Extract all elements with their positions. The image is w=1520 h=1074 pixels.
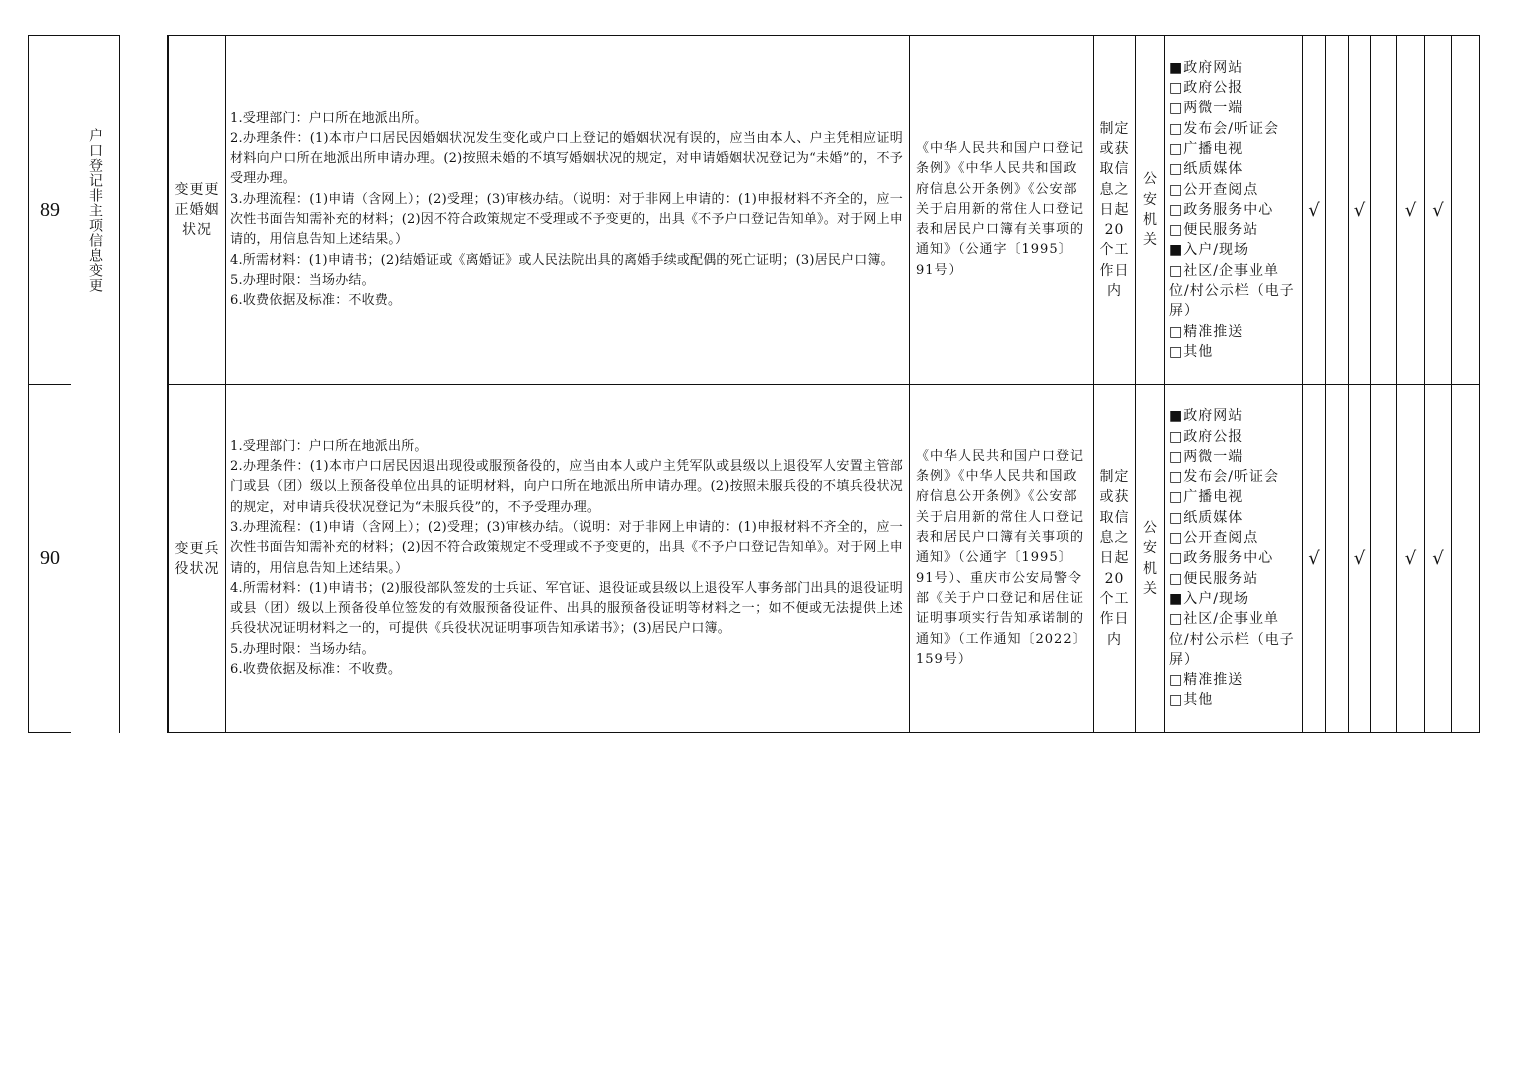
channel-item: □社区/企事业单位/村公示栏（电子屏） (1169, 611, 1295, 668)
content-line: 6.收费依据及标准：不收费。 (230, 661, 402, 677)
content-line: 6.收费依据及标准：不收费。 (230, 293, 402, 309)
mark-cell (1370, 384, 1396, 733)
content-line: 4.所需材料：(1)申请书；(2)结婚证或《离婚证》或人民法院出具的离婚手续或配偶的死亡证明；(3)居民户口簿。 (230, 252, 894, 268)
basis-cell: 《中华人民共和国户口登记条例》《中华人民共和国政府信息公开条例》《公安部关于启用新的常住人口登记表和居民户口簿有关事项的通知》（公通字〔1995〕91号） (909, 35, 1093, 384)
channel-item: □发布会/听证会 (1169, 120, 1279, 137)
mark-cell (1451, 35, 1480, 384)
table-row-90 (28, 384, 1480, 733)
channel-item: □政务服务中心 (1169, 201, 1274, 218)
channel-item: □政务服务中心 (1169, 550, 1274, 567)
mark-cell: √ (1424, 35, 1451, 384)
channels-cell (1164, 384, 1302, 733)
mark-cell: √ (1348, 384, 1370, 733)
content-line: 5.办理时限：当场办结。 (230, 641, 375, 657)
channel-item: □发布会/听证会 (1169, 469, 1279, 486)
time-limit-cell: 制定或获取信息之日起20个工作日内 (1093, 384, 1135, 733)
mark-cell: √ (1424, 384, 1451, 733)
channels-cell (1164, 35, 1302, 384)
channel-item: ■政府网站 (1169, 408, 1244, 425)
time-limit-cell: 制定或获取信息之日起20个工作日内 (1093, 35, 1135, 384)
channel-item: □纸质媒体 (1169, 509, 1244, 526)
channel-item: □便民服务站 (1169, 222, 1259, 239)
mark-cell: √ (1302, 384, 1325, 733)
row-number: 90 (28, 384, 71, 733)
channel-item: □精准推送 (1169, 323, 1244, 340)
channel-item: □广播电视 (1169, 489, 1244, 506)
subject-cell: 公安机关 (1135, 35, 1164, 384)
table-row-89 (28, 35, 1480, 384)
channel-item: □其他 (1169, 343, 1214, 360)
category-column-divider (167, 35, 168, 733)
item-name-cell: 变更兵役状况 (168, 384, 225, 733)
item-name-cell: 变更更正婚姻状况 (168, 35, 225, 384)
channel-item: □其他 (1169, 692, 1214, 709)
content-line: 1.受理部门：户口所在地派出所。 (230, 438, 428, 454)
content-line: 5.办理时限：当场办结。 (230, 272, 375, 288)
mark-cell: √ (1396, 384, 1424, 733)
channel-item: □社区/企事业单位/村公示栏（电子屏） (1169, 262, 1295, 320)
channel-item: □公开查阅点 (1169, 530, 1259, 547)
mark-cell (1325, 35, 1348, 384)
mark-cell (1370, 35, 1396, 384)
content-line: 4.所需材料：(1)申请书；(2)服役部队签发的士兵证、军官证、退役证或县级以上退役军人事务部门出具的退役证明或县（团）级以上预备役单位签发的有效服预备役证件、出具的服预备役证明等材料之一；如不便或无法提供上述兵役状况证明材料之一的，可提供《兵役状况证明事项告知承诺书》；(3)居民户口簿。 (230, 580, 903, 637)
category-column-divider (119, 35, 120, 733)
content-cell (225, 384, 909, 733)
channel-item: □政府公报 (1169, 428, 1244, 445)
channel-item: ■入户/现场 (1169, 590, 1249, 607)
mark-cell: √ (1302, 35, 1325, 384)
channel-item: ■政府网站 (1169, 59, 1244, 76)
mark-cell: √ (1348, 35, 1370, 384)
row-number: 89 (28, 35, 71, 384)
channel-item: □两微一端 (1169, 100, 1244, 117)
channel-item: □便民服务站 (1169, 570, 1259, 587)
channel-item: □广播电视 (1169, 140, 1244, 157)
channel-item: □纸质媒体 (1169, 161, 1244, 178)
content-cell (225, 35, 909, 384)
basis-cell: 《中华人民共和国户口登记条例》《中华人民共和国政府信息公开条例》《公安部关于启用新的常住人口登记表和居民户口簿有关事项的通知》（公通字〔1995〕91号）、重庆市公安局警令部《关于户口登记和居住证证明事项实行告知承诺制的通知》（工作通知〔2022〕159号） (909, 384, 1093, 733)
channel-item: □两微一端 (1169, 448, 1244, 465)
category-cell (71, 384, 119, 733)
content-line: 1.受理部门：户口所在地派出所。 (230, 110, 428, 126)
mark-cell (1451, 384, 1480, 733)
content-line: 2.办理条件：(1)本市户口居民因婚姻状况发生变化或户口上登记的婚姻状况有误的，应当由本人、户主凭相应证明材料向户口所在地派出所申请办理。(2)按照未婚的不填写婚姻状况的规定，对申请婚姻状况登记为“未婚”的，不予受理办理。 (230, 130, 903, 187)
channel-item: ■入户/现场 (1169, 242, 1249, 259)
mark-cell: √ (1396, 35, 1424, 384)
subject-cell: 公安机关 (1135, 384, 1164, 733)
category-cell: 户口登记非主项信息变更 (71, 35, 119, 384)
disclosure-table (28, 35, 1480, 733)
content-line: 2.办理条件：(1)本市户口居民因退出现役或服预备役的，应当由本人或户主凭军队或县级以上退役军人安置主管部门或县（团）级以上预备役单位出具的证明材料，向户口所在地派出所申请办理。(2)按照未服兵役的不填兵役状况的规定，对申请兵役状况登记为“未服兵役”的，不予受理办理。 (230, 459, 903, 515)
channel-item: □精准推送 (1169, 672, 1244, 689)
channel-item: □公开查阅点 (1169, 181, 1259, 198)
mark-cell (1325, 384, 1348, 733)
channel-item: □政府公报 (1169, 80, 1244, 97)
content-line: 3.办理流程：(1)申请（含网上）；(2)受理；(3)审核办结。（说明：对于非网上申请的：(1)申报材料不齐全的，应一次性书面告知需补充的材料；(2)因不符合政策规定不受理或不予变更的，出具《不予户口登记告知单》。对于网上申请的，用信息告知上述结果。） (230, 519, 903, 576)
content-line: 3.办理流程：(1)申请（含网上）；(2)受理；(3)审核办结。（说明：对于非网上申请的：(1)申报材料不齐全的，应一次性书面告知需补充的材料；(2)因不符合政策规定不受理或不予变更的，出具《不予户口登记告知单》。对于网上申请的，用信息告知上述结果。） (230, 191, 903, 248)
